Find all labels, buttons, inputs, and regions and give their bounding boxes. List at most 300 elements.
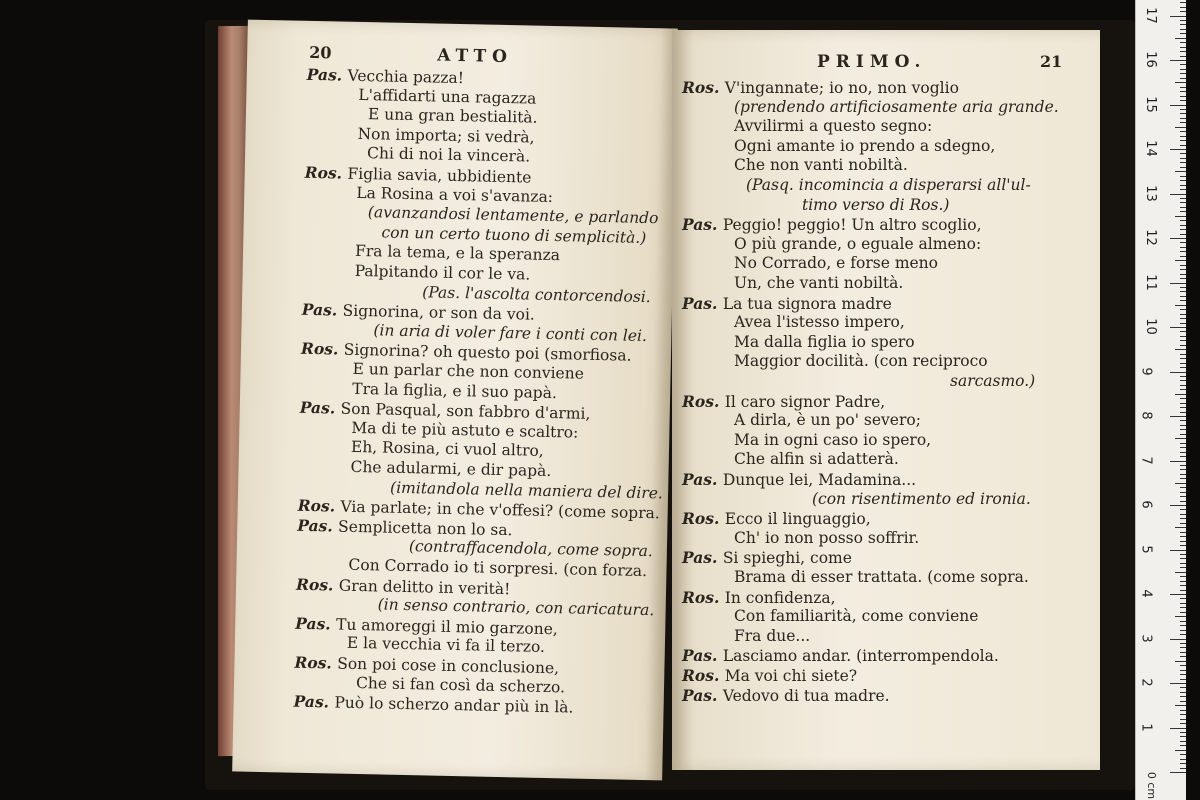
ruler-tick bbox=[1180, 647, 1186, 648]
ruler-number: 2 bbox=[1138, 678, 1154, 687]
verse-text: Gran delitto in verità! bbox=[338, 576, 511, 598]
ruler-number: 7 bbox=[1138, 455, 1154, 465]
ruler-tick bbox=[1180, 563, 1186, 564]
verse-text: Con Corrado io ti sorpresi. (con forza. bbox=[348, 555, 648, 581]
text-line bbox=[734, 274, 903, 293]
ruler-number: 5 bbox=[1138, 544, 1154, 554]
ruler-number: 15 bbox=[1142, 95, 1158, 113]
left-page-header: ATTO bbox=[437, 45, 514, 68]
speaker-name: Ros. bbox=[297, 495, 341, 516]
ruler-tick bbox=[1180, 558, 1186, 559]
ruler-tick bbox=[1170, 372, 1186, 373]
verse-text: Vedovo di tua madre. bbox=[722, 686, 890, 705]
stage-direction: (contraffacendola, come sopra. bbox=[408, 537, 653, 561]
verse-text: Tra la figlia, e il suo papà. bbox=[352, 379, 558, 402]
ruler-tick bbox=[1170, 728, 1186, 729]
ruler-tick bbox=[1180, 162, 1186, 163]
ruler-tick bbox=[1180, 274, 1186, 275]
speaker-name: Ros. bbox=[682, 391, 725, 411]
stage-direction: (con risentimento ed ironia. bbox=[812, 489, 1031, 508]
verse-text: Ch' io non posso soffrir. bbox=[734, 528, 920, 547]
verse-text: Son poi cose in conclusione, bbox=[337, 654, 560, 678]
verse-text: Che adularmi, e dir papà. bbox=[350, 457, 552, 481]
verse-text: Con familiarità, come conviene bbox=[734, 607, 979, 626]
ruler-tick bbox=[1180, 291, 1186, 292]
ruler-tick bbox=[1180, 607, 1186, 608]
ruler-tick bbox=[1180, 465, 1186, 466]
ruler-tick bbox=[1175, 305, 1186, 306]
ruler-tick bbox=[1180, 24, 1186, 25]
ruler-tick bbox=[1180, 11, 1186, 12]
ruler-tick bbox=[1180, 331, 1186, 332]
ruler-tick bbox=[1180, 198, 1186, 199]
speaker-name: Pas. bbox=[682, 548, 723, 568]
speaker-name: Pas. bbox=[306, 64, 348, 85]
text-line bbox=[682, 509, 871, 529]
ruler-tick bbox=[1180, 145, 1186, 146]
verse-text: Maggior docilità. (con reciproco bbox=[734, 352, 988, 371]
ruler-tick bbox=[1180, 122, 1186, 123]
ruler-tick bbox=[1180, 576, 1186, 577]
ruler-tick bbox=[1180, 358, 1186, 359]
ruler-tick bbox=[1180, 47, 1186, 48]
ruler-tick bbox=[1180, 185, 1186, 186]
ruler-tick bbox=[1180, 447, 1186, 448]
ruler-tick bbox=[1180, 768, 1186, 769]
ruler-tick bbox=[1170, 594, 1186, 595]
verse-text: Eh, Rosina, ci vuol altro, bbox=[350, 438, 544, 461]
ruler-tick bbox=[1180, 51, 1186, 52]
text-line bbox=[734, 431, 931, 450]
verse-text: V'ingannate; io no, non voglio bbox=[724, 79, 959, 97]
ruler-tick bbox=[1180, 469, 1186, 470]
verse-text: Che alfin si adatterà. bbox=[734, 450, 899, 469]
verse-text: Avvilirmi a questo segno: bbox=[734, 117, 933, 136]
ruler-tick bbox=[1180, 603, 1186, 604]
verse-text: E una gran bestialità. bbox=[367, 105, 538, 127]
ruler-tick bbox=[1180, 234, 1186, 235]
ruler-tick bbox=[1180, 300, 1186, 301]
verse-text: O più grande, o eguale almeno: bbox=[734, 234, 982, 253]
ruler-tick bbox=[1180, 56, 1186, 57]
ruler-tick bbox=[1175, 572, 1186, 573]
verse-text: Brama di esser trattata. (come sopra. bbox=[734, 568, 1029, 586]
text-line bbox=[350, 458, 551, 481]
ruler-tick bbox=[1175, 527, 1186, 528]
verse-text: Che non vanti nobiltà. bbox=[734, 156, 908, 175]
left-page bbox=[232, 20, 678, 781]
ruler-tick bbox=[1180, 207, 1186, 208]
ruler-tick bbox=[1180, 723, 1186, 724]
ruler-tick bbox=[1180, 509, 1186, 510]
verse-text: Vecchia pazza! bbox=[347, 66, 465, 88]
text-line bbox=[734, 529, 919, 548]
speaker-name: Ros. bbox=[304, 162, 348, 183]
ruler-tick bbox=[1180, 340, 1186, 341]
speaker-name: Pas. bbox=[682, 646, 723, 666]
stage-direction: (Pasq. incomincia a disperarsi all'ul- bbox=[746, 176, 1031, 194]
ruler-number: 6 bbox=[1138, 500, 1154, 509]
text-line bbox=[354, 262, 530, 285]
ruler-tick bbox=[1180, 176, 1186, 177]
ruler-tick bbox=[1175, 483, 1186, 484]
speaker-name: Ros. bbox=[682, 78, 725, 97]
ruler-tick bbox=[1170, 772, 1186, 773]
verse-text: Lasciamo andar. (interrompendola. bbox=[722, 647, 999, 666]
stage-direction: sarcasmo.) bbox=[950, 372, 1036, 390]
text-line bbox=[682, 470, 916, 490]
ruler-tick bbox=[1175, 750, 1186, 751]
verse-text: Peggio! peggio! Un altro scoglio, bbox=[722, 216, 982, 235]
ruler-tick bbox=[1180, 736, 1186, 737]
text-line bbox=[734, 333, 915, 352]
ruler-tick bbox=[1180, 478, 1186, 479]
right-page-header: PRIMO. bbox=[817, 52, 927, 72]
ruler-tick bbox=[1180, 407, 1186, 408]
verse-text: Che si fan così da scherzo. bbox=[355, 673, 566, 696]
verse-text: Avea l'istesso impero, bbox=[734, 313, 905, 332]
text-line bbox=[734, 411, 921, 430]
ruler-tick bbox=[1180, 118, 1186, 119]
ruler-tick bbox=[1180, 287, 1186, 288]
ruler-tick bbox=[1180, 140, 1186, 141]
speaker-name: Pas. bbox=[682, 215, 723, 235]
ruler-tick bbox=[1180, 625, 1186, 626]
text-line bbox=[802, 196, 949, 215]
ruler-tick bbox=[1180, 100, 1186, 101]
ruler-tick bbox=[1180, 354, 1186, 355]
ruler-tick bbox=[1180, 389, 1186, 390]
stage-direction: (Pas. l'ascolta contorcendosi. bbox=[422, 282, 651, 306]
ruler-tick bbox=[1180, 251, 1186, 252]
verse-text: Palpitando il cor le va. bbox=[354, 261, 531, 284]
ruler-tick bbox=[1180, 96, 1186, 97]
text-line bbox=[734, 98, 1059, 117]
ruler-tick bbox=[1180, 763, 1186, 764]
ruler-tick bbox=[1180, 581, 1186, 582]
speaker-name: Ros. bbox=[300, 339, 344, 360]
ruler-tick bbox=[1180, 380, 1186, 381]
ruler-tick bbox=[1170, 639, 1186, 640]
verse-text: Ma dalla figlia io spero bbox=[734, 332, 915, 351]
ruler-tick bbox=[1175, 127, 1186, 128]
ruler-tick bbox=[1175, 616, 1186, 617]
ruler-tick bbox=[1180, 741, 1186, 742]
ruler-tick bbox=[1180, 318, 1186, 319]
ruler-tick bbox=[1180, 136, 1186, 137]
verse-text: A dirla, è un po' severo; bbox=[734, 411, 921, 430]
verse-text: Ma in ogni caso io spero, bbox=[734, 430, 932, 449]
right-page bbox=[672, 30, 1100, 770]
ruler-tick bbox=[1180, 612, 1186, 613]
speaker-name: Pas. bbox=[299, 397, 341, 418]
ruler-tick bbox=[1180, 189, 1186, 190]
verse-text: Son Pasqual, son fabbro d'armi, bbox=[340, 399, 591, 424]
verse-text: Via parlate; in che v'offesi? (come sopra. bbox=[340, 497, 660, 523]
ruler-tick bbox=[1180, 376, 1186, 377]
verse-text: Signorina? oh questo poi (smorfiosa. bbox=[343, 341, 632, 366]
ruler-number: 1 bbox=[1138, 722, 1154, 732]
ruler-tick bbox=[1180, 412, 1186, 413]
ruler-tick bbox=[1180, 598, 1186, 599]
ruler-tick bbox=[1180, 20, 1186, 21]
ruler-tick bbox=[1180, 29, 1186, 30]
ruler-tick bbox=[1180, 385, 1186, 386]
verse-text: Semplicetta non lo sa. bbox=[337, 517, 513, 540]
ruler-tick bbox=[1180, 429, 1186, 430]
text-line bbox=[307, 65, 465, 88]
ruler-tick bbox=[1180, 496, 1186, 497]
ruler-tick bbox=[1180, 33, 1186, 34]
speaker-name: Pas. bbox=[301, 299, 343, 320]
verse-text: Ogni amante io prendo a sdegno, bbox=[734, 136, 996, 155]
ruler-number: 8 bbox=[1138, 411, 1154, 420]
text-line bbox=[734, 607, 978, 626]
ruler-tick bbox=[1175, 661, 1186, 662]
ruler-tick bbox=[1180, 514, 1186, 515]
ruler-tick bbox=[1180, 403, 1186, 404]
ruler-tick bbox=[1180, 69, 1186, 70]
verse-text: Chi di noi la vincerà. bbox=[366, 144, 531, 166]
verse-text: Il caro signor Padre, bbox=[724, 392, 886, 411]
ruler-tick bbox=[1175, 394, 1186, 395]
ruler-tick bbox=[1180, 567, 1186, 568]
ruler-tick bbox=[1180, 314, 1186, 315]
text-line bbox=[682, 666, 857, 686]
ruler-tick bbox=[1180, 541, 1186, 542]
text-line bbox=[682, 392, 885, 412]
ruler-tick bbox=[1180, 745, 1186, 746]
ruler-tick bbox=[1170, 238, 1186, 239]
text-line bbox=[734, 235, 981, 254]
stage-direction: con un certo tuono di semplicità.) bbox=[381, 223, 647, 247]
ruler-tick bbox=[1180, 665, 1186, 666]
ruler-tick bbox=[1180, 296, 1186, 297]
ruler-tick bbox=[1180, 73, 1186, 74]
ruler-tick bbox=[1180, 323, 1186, 324]
ruler-tick bbox=[1175, 171, 1186, 172]
ruler-tick bbox=[1180, 687, 1186, 688]
text-line bbox=[734, 254, 938, 273]
ruler-unit-label: 0 cm bbox=[1145, 771, 1159, 800]
ruler-tick bbox=[1180, 202, 1186, 203]
text-line bbox=[734, 568, 1029, 587]
ruler-number: 16 bbox=[1142, 51, 1158, 68]
verse-text: Tu amoreggi il mio garzone, bbox=[335, 615, 558, 638]
stage-direction: (avanzandosi lentamente, e parlando bbox=[367, 203, 659, 228]
ruler-tick bbox=[1180, 425, 1186, 426]
ruler-tick bbox=[1180, 585, 1186, 586]
text-line bbox=[734, 117, 932, 136]
text-line bbox=[682, 646, 999, 666]
text-line bbox=[734, 313, 905, 332]
text-line bbox=[746, 176, 1031, 195]
ruler-tick bbox=[1180, 113, 1186, 114]
ruler-tick bbox=[1180, 754, 1186, 755]
ruler-tick bbox=[1180, 367, 1186, 368]
ruler-tick bbox=[1180, 492, 1186, 493]
ruler-tick bbox=[1180, 229, 1186, 230]
verse-text: Figlia savia, ubbidiente bbox=[347, 164, 532, 187]
verse-text: Può lo scherzo andar più in là. bbox=[334, 693, 574, 717]
ruler-tick bbox=[1170, 105, 1186, 106]
ruler-tick bbox=[1175, 82, 1186, 83]
ruler-tick bbox=[1180, 265, 1186, 266]
ruler-tick bbox=[1180, 225, 1186, 226]
speaker-name: Ros. bbox=[682, 509, 725, 529]
ruler-number: 3 bbox=[1138, 633, 1154, 643]
ruler-tick bbox=[1180, 278, 1186, 279]
ruler-tick bbox=[1180, 434, 1186, 435]
ruler-tick bbox=[1170, 283, 1186, 284]
ruler-tick bbox=[1175, 349, 1186, 350]
ruler-tick bbox=[1180, 536, 1186, 537]
ruler-number: 10 bbox=[1142, 318, 1158, 335]
ruler-tick bbox=[1170, 16, 1186, 17]
ruler-tick bbox=[1170, 60, 1186, 61]
ruler-tick bbox=[1180, 7, 1186, 8]
verse-text: La Rosina a voi s'avanza: bbox=[356, 183, 554, 206]
ruler-tick bbox=[1180, 363, 1186, 364]
ruler-tick bbox=[1175, 260, 1186, 261]
verse-text: E un parlar che non conviene bbox=[352, 359, 585, 383]
ruler-number: 4 bbox=[1138, 589, 1154, 598]
ruler-tick bbox=[1175, 38, 1186, 39]
text-line bbox=[682, 548, 852, 568]
stage-direction: (prendendo artificiosamente aria grande. bbox=[734, 97, 1059, 116]
ruler-tick bbox=[1180, 523, 1186, 524]
ruler-tick bbox=[1180, 710, 1186, 711]
speaker-name: Pas. bbox=[682, 685, 723, 705]
ruler-tick bbox=[1180, 679, 1186, 680]
verse-text: Fra la tema, e la speranza bbox=[354, 242, 561, 265]
ruler-tick bbox=[1180, 692, 1186, 693]
stage-direction: (in senso contrario, con caricatura. bbox=[377, 595, 655, 620]
ruler-number: 11 bbox=[1142, 273, 1158, 291]
verse-text: In confidenza, bbox=[724, 588, 836, 607]
text-line bbox=[734, 137, 995, 156]
ruler-tick bbox=[1180, 345, 1186, 346]
speaker-name: Pas. bbox=[293, 691, 335, 712]
stage-direction: timo verso di Ros.) bbox=[802, 195, 950, 214]
ruler-tick bbox=[1180, 336, 1186, 337]
verse-text: Ma di te più astuto e scaltro: bbox=[351, 418, 579, 442]
ruler-tick bbox=[1180, 242, 1186, 243]
stage-direction: (imitandola nella maniera del dire. bbox=[389, 478, 664, 502]
text-line bbox=[367, 144, 530, 166]
ruler-tick bbox=[1170, 327, 1186, 328]
ruler-tick bbox=[1170, 149, 1186, 150]
stage-direction: (in aria di voler fare i conti con lei. bbox=[373, 321, 648, 345]
ruler-tick bbox=[1170, 461, 1186, 462]
ruler-tick bbox=[1180, 696, 1186, 697]
verse-text: Un, che vanti nobiltà. bbox=[734, 274, 904, 292]
ruler-tick bbox=[1180, 634, 1186, 635]
ruler-tick bbox=[1180, 452, 1186, 453]
ruler-number: 14 bbox=[1142, 140, 1158, 157]
ruler-tick bbox=[1180, 131, 1186, 132]
speaker-name: Pas. bbox=[682, 293, 723, 313]
text-line bbox=[682, 215, 982, 235]
ruler-tick bbox=[1180, 42, 1186, 43]
ruler-tick bbox=[1180, 554, 1186, 555]
ruler-tick bbox=[1180, 398, 1186, 399]
text-line bbox=[812, 490, 1031, 509]
ruler-tick bbox=[1180, 621, 1186, 622]
ruler-tick bbox=[1180, 732, 1186, 733]
ruler-tick bbox=[1180, 247, 1186, 248]
ruler-tick bbox=[1180, 91, 1186, 92]
ruler-number: 17 bbox=[1142, 6, 1158, 24]
ruler-tick bbox=[1170, 194, 1186, 195]
text-line bbox=[682, 686, 890, 706]
left-page-number: 20 bbox=[309, 42, 332, 63]
ruler-tick bbox=[1180, 652, 1186, 653]
ruler-number: 12 bbox=[1142, 229, 1158, 246]
text-line bbox=[950, 372, 1035, 391]
speaker-name: Ros. bbox=[682, 587, 725, 607]
ruler-tick bbox=[1175, 705, 1186, 706]
speaker-name: Ros. bbox=[295, 574, 340, 595]
ruler-tick bbox=[1180, 656, 1186, 657]
measuring-ruler bbox=[1135, 0, 1186, 800]
ruler-tick bbox=[1180, 256, 1186, 257]
ruler-tick bbox=[1180, 518, 1186, 519]
ruler-tick bbox=[1180, 501, 1186, 502]
ruler-tick bbox=[1180, 2, 1186, 3]
verse-text: L'affidarti una ragazza bbox=[358, 85, 537, 108]
ruler-tick bbox=[1180, 269, 1186, 270]
ruler-tick bbox=[1180, 674, 1186, 675]
verse-text: Fra due... bbox=[734, 626, 811, 645]
ruler-tick bbox=[1180, 167, 1186, 168]
verse-text: Dunque lei, Madamina... bbox=[722, 471, 917, 489]
text-line bbox=[682, 588, 836, 608]
ruler-tick bbox=[1180, 701, 1186, 702]
verse-text: Signorina, or son da voi. bbox=[342, 301, 535, 324]
ruler-tick bbox=[1180, 420, 1186, 421]
verse-text: Ecco il linguaggio, bbox=[724, 510, 871, 529]
ruler-tick bbox=[1180, 211, 1186, 212]
ruler-tick bbox=[1175, 216, 1186, 217]
ruler-tick bbox=[1180, 220, 1186, 221]
ruler-tick bbox=[1180, 180, 1186, 181]
speaker-name: Pas. bbox=[682, 470, 723, 489]
ruler-tick bbox=[1180, 153, 1186, 154]
ruler-tick bbox=[1180, 670, 1186, 671]
ruler-tick bbox=[1180, 532, 1186, 533]
text-line bbox=[734, 352, 988, 371]
verse-text: La tua signora madre bbox=[722, 294, 892, 313]
ruler-tick bbox=[1180, 545, 1186, 546]
text-line bbox=[734, 450, 899, 469]
ruler-tick bbox=[1180, 714, 1186, 715]
speaker-name: Ros. bbox=[682, 666, 725, 685]
ruler-tick bbox=[1180, 719, 1186, 720]
text-line bbox=[682, 78, 959, 98]
speaker-name: Ros. bbox=[294, 652, 338, 673]
speaker-name: Pas. bbox=[295, 613, 337, 634]
text-line bbox=[734, 156, 908, 175]
verse-text: Ma voi chi siete? bbox=[724, 667, 858, 685]
ruler-tick bbox=[1180, 158, 1186, 159]
ruler-tick bbox=[1180, 643, 1186, 644]
ruler-tick bbox=[1180, 474, 1186, 475]
ruler-tick bbox=[1180, 309, 1186, 310]
verse-text: Si spieghi, come bbox=[722, 549, 852, 568]
right-page-number: 21 bbox=[1040, 52, 1063, 71]
ruler-tick bbox=[1180, 87, 1186, 88]
